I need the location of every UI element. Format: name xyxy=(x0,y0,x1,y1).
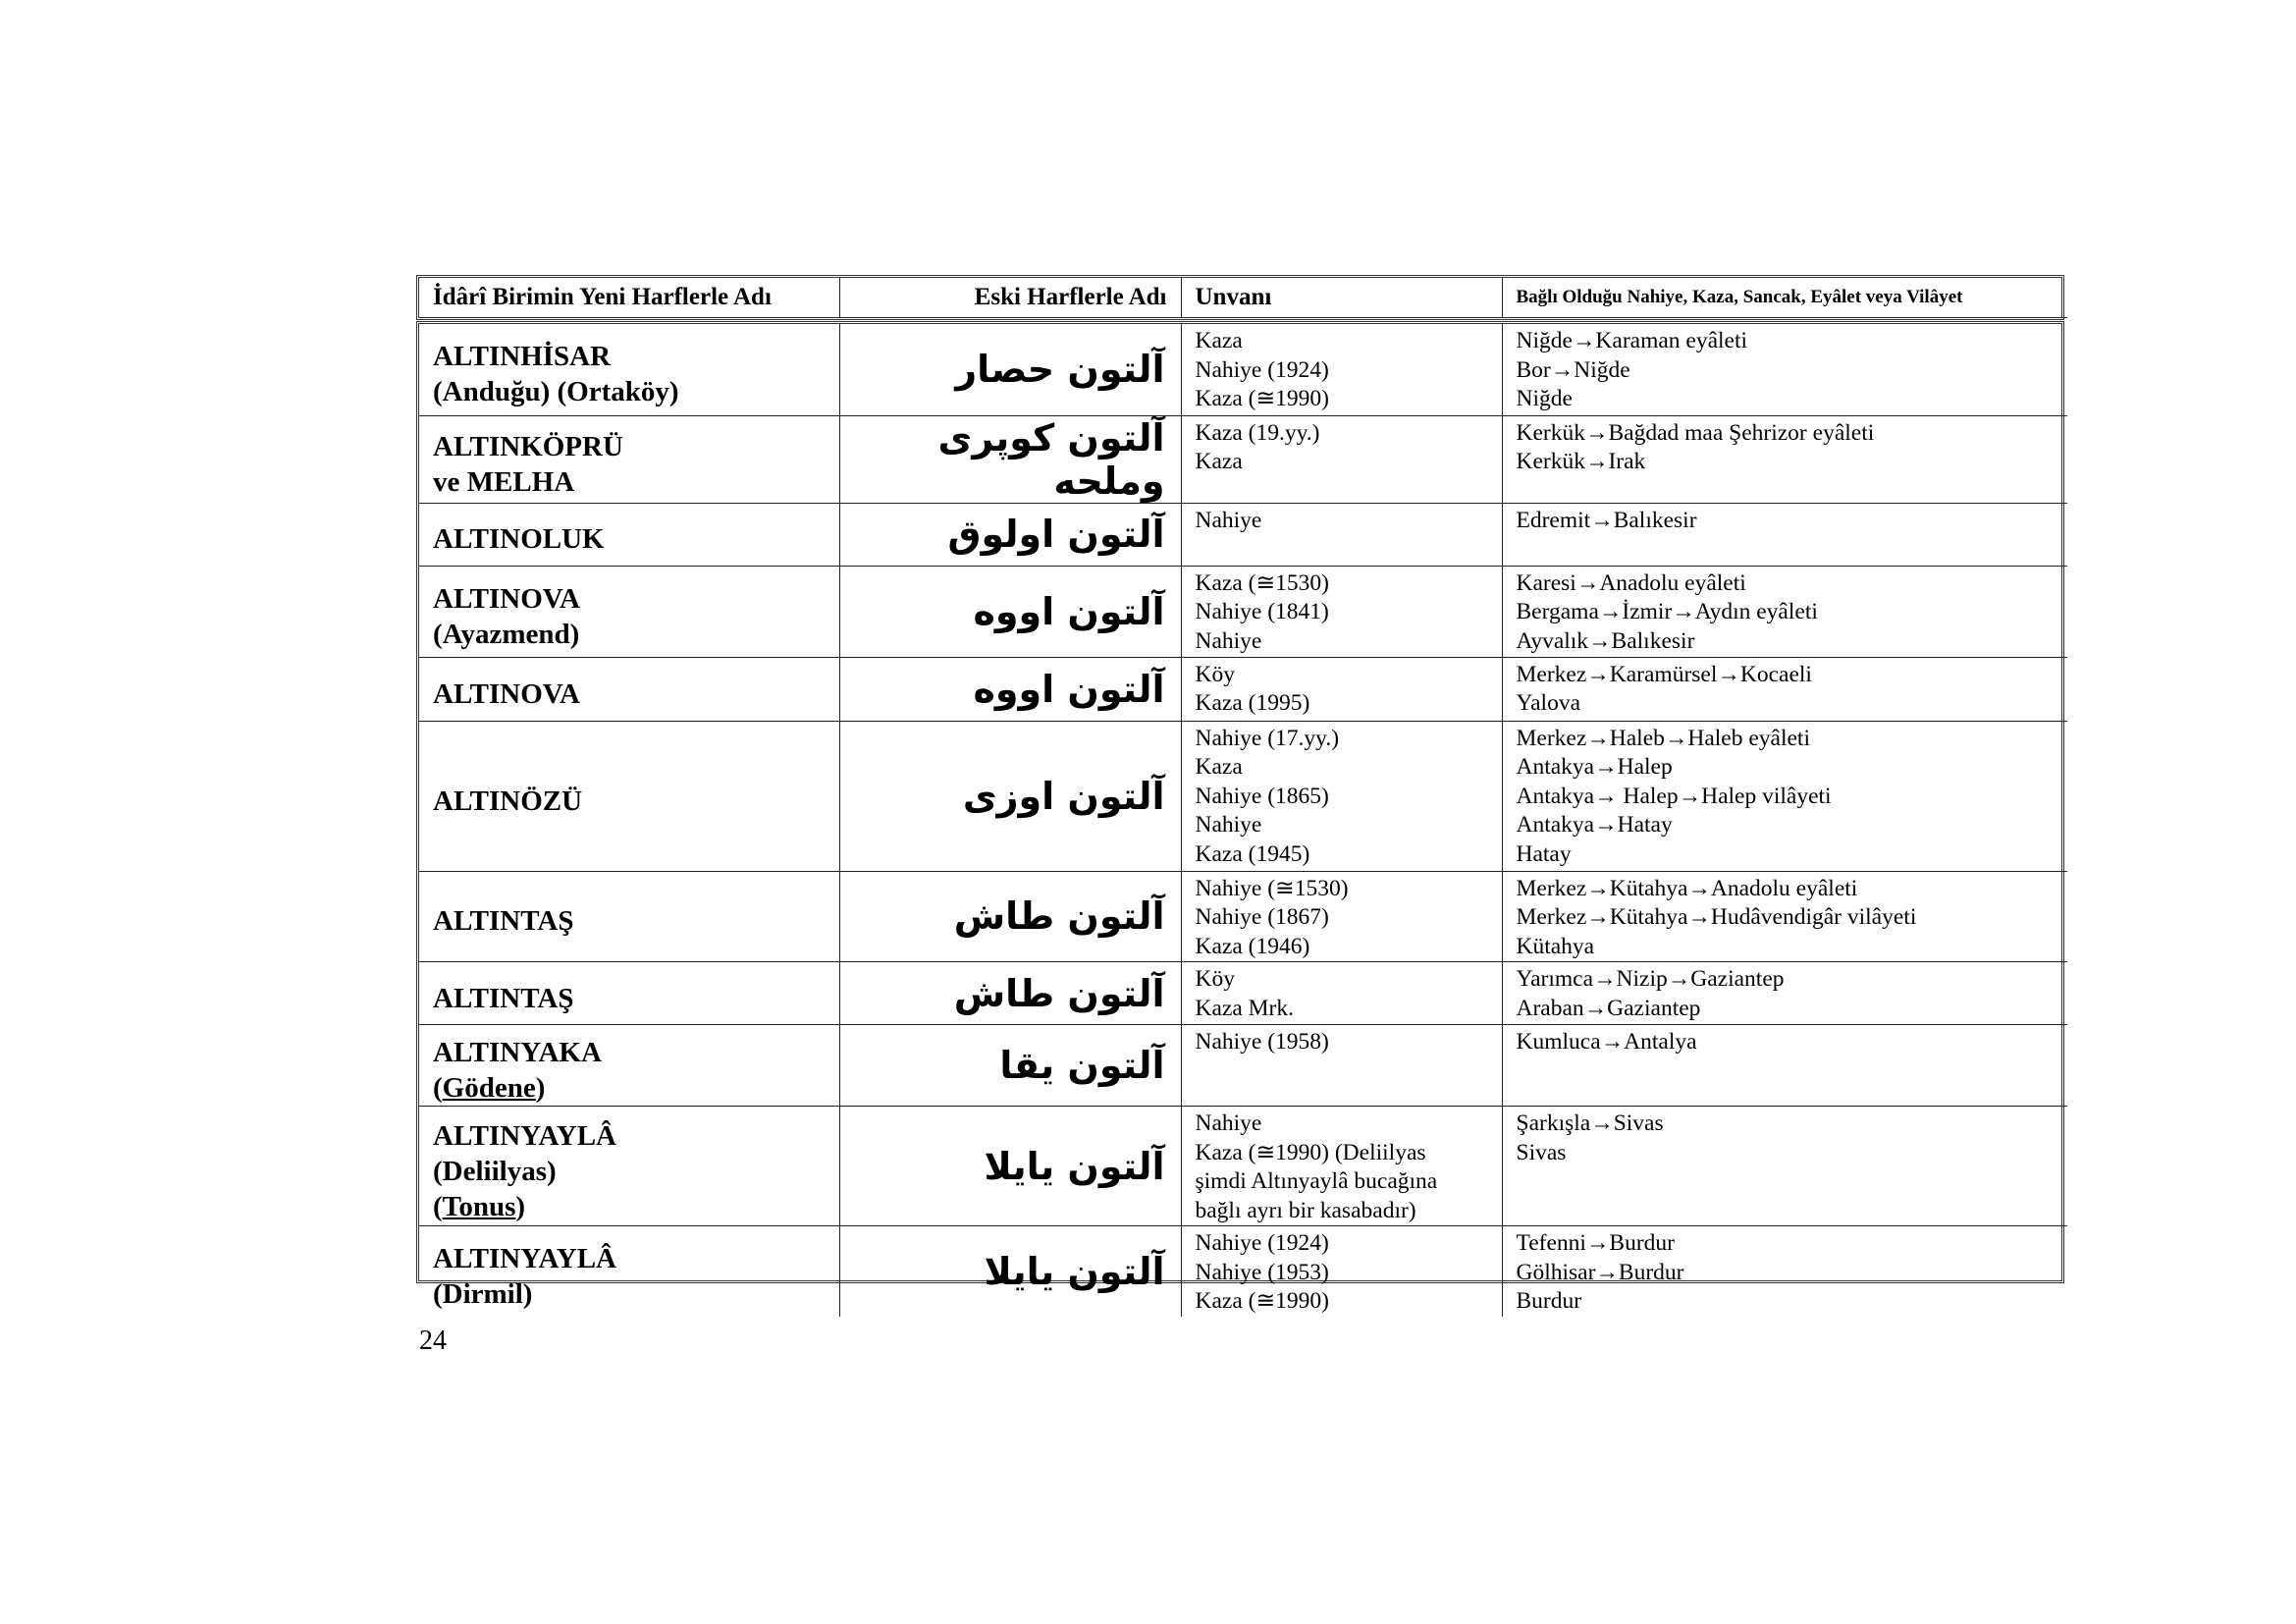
name-line: ALTINYAKA xyxy=(433,1037,602,1068)
unit-new-name xyxy=(419,657,839,721)
unit-title xyxy=(1181,324,1502,415)
title-line: Nahiye (≅1530) xyxy=(1195,875,1349,901)
unit-old-script-name: آلتون يقا xyxy=(839,1025,1181,1107)
title-line: Kaza (≅1990) xyxy=(1195,386,1329,411)
unit-new-name xyxy=(419,1025,839,1107)
table-row xyxy=(419,324,2067,415)
unit-title xyxy=(1181,871,1502,962)
title-line: Kaza (≅1990) xyxy=(1195,1288,1329,1314)
title-line: Nahiye xyxy=(1195,1110,1262,1136)
unit-new-name xyxy=(419,1226,839,1317)
unit-old-script-name: آلتون اووه xyxy=(839,566,1181,657)
title-line: Nahiye (1924) xyxy=(1195,1230,1329,1256)
name-line: ve MELHA xyxy=(433,465,575,498)
title-line: Kaza xyxy=(1195,754,1243,780)
name-line: ALTINÖZÜ xyxy=(433,785,583,817)
title-line: Kaza (1945) xyxy=(1195,840,1310,867)
title-line: Nahiye (17.yy.) xyxy=(1195,725,1340,751)
title-line: Kaza (19.yy.) xyxy=(1195,419,1320,446)
unit-new-name xyxy=(419,721,839,871)
name-line: (Anduğu) (Ortaköy) xyxy=(433,376,679,408)
table-body xyxy=(419,324,2067,1317)
header-old-name: Eski Harflerle Adı xyxy=(839,278,1181,317)
unit-new-name xyxy=(419,871,839,962)
name-line: (Ayazmend) xyxy=(433,618,580,650)
unit-affiliation xyxy=(1502,962,2067,1025)
affiliation-line: Kütahya xyxy=(1516,933,1595,959)
title-line: Kaza Mrk. xyxy=(1195,995,1294,1021)
affiliation-line: Merkez→Kütahya→Hudâvendigâr vilâyeti xyxy=(1516,904,1917,930)
unit-old-script-name: آلتون كوپرى وملحه xyxy=(839,415,1181,503)
unit-affiliation xyxy=(1502,324,2067,415)
affiliation-line: Bor→Niğde xyxy=(1516,356,1630,383)
affiliation-line: Sivas xyxy=(1516,1139,1567,1165)
table-row xyxy=(419,503,2067,566)
unit-affiliation xyxy=(1502,871,2067,962)
header-affiliation: Bağlı Olduğu Nahiye, Kaza, Sancak, Eyâlet veya Vilâyet xyxy=(1502,278,2067,317)
title-line: Nahiye (1953) xyxy=(1195,1259,1329,1285)
affiliation-line: Yarımca→Nizip→Gaziantep xyxy=(1516,966,1785,992)
table-row xyxy=(419,566,2067,657)
affiliation-line: Merkez→Karamürsel→Kocaeli xyxy=(1516,661,1812,687)
page-number: 24 xyxy=(419,1326,447,1356)
name-line: ALTINYAYLÂ xyxy=(433,1242,616,1274)
unit-affiliation xyxy=(1502,1025,2067,1107)
table-row xyxy=(419,721,2067,871)
header-row xyxy=(419,278,2067,317)
affiliation-line: Burdur xyxy=(1516,1288,1582,1314)
unit-title xyxy=(1181,721,1502,871)
title-line: Kaza (1946) xyxy=(1195,933,1310,959)
unit-title xyxy=(1181,566,1502,657)
unit-title xyxy=(1181,1107,1502,1226)
affiliation-line: Yalova xyxy=(1516,690,1581,716)
header-new-name: İdârî Birimin Yeni Harflerle Adı xyxy=(419,278,839,317)
name-line: (Deliilyas) xyxy=(433,1155,557,1187)
unit-new-name xyxy=(419,962,839,1025)
affiliation-line: Merkez→Haleb→Haleb eyâleti xyxy=(1516,725,1810,751)
name-line: ALTINTAŞ xyxy=(433,982,574,1014)
affiliation-line: Tefenni→Burdur xyxy=(1516,1230,1676,1256)
title-line: Köy xyxy=(1195,661,1235,687)
table-row xyxy=(419,657,2067,721)
unit-title xyxy=(1181,415,1502,503)
underlined-name: Gödene xyxy=(442,1072,536,1104)
title-line: şimdi Altınyaylâ bucağına xyxy=(1195,1168,1438,1194)
title-line: Nahiye xyxy=(1195,507,1262,533)
affiliation-line: Kumluca→Antalya xyxy=(1516,1029,1697,1055)
affiliation-line: Niğde xyxy=(1516,386,1573,411)
table-row xyxy=(419,962,2067,1025)
unit-new-name xyxy=(419,503,839,566)
name-line: ALTINOLUK xyxy=(433,523,605,555)
table-body-frame xyxy=(416,321,2064,1314)
unit-old-script-name: آلتون اوزى xyxy=(839,721,1181,871)
unit-affiliation xyxy=(1502,657,2067,721)
unit-affiliation xyxy=(1502,1226,2067,1317)
table-row xyxy=(419,415,2067,503)
name-line: (Gödene) xyxy=(433,1072,546,1104)
affiliation-line: Kerkük→Irak xyxy=(1516,449,1646,474)
table-row xyxy=(419,1107,2067,1226)
title-line: Köy xyxy=(1195,966,1235,992)
title-line: Nahiye xyxy=(1195,812,1262,838)
affiliation-line: Kerkük→Bağdad maa Şehrizor eyâleti xyxy=(1516,419,1875,446)
unit-title xyxy=(1181,1025,1502,1107)
affiliation-line: Hatay xyxy=(1516,840,1572,867)
unit-old-script-name: آلتون طاش xyxy=(839,962,1181,1025)
affiliation-line: Antakya→Halep xyxy=(1516,754,1673,780)
unit-title xyxy=(1181,1226,1502,1317)
table-row xyxy=(419,871,2067,962)
unit-title xyxy=(1181,503,1502,566)
name-line: (Tonus) xyxy=(433,1190,526,1222)
affiliation-line: Gölhisar→Burdur xyxy=(1516,1259,1684,1285)
name-line: ALTINOVA xyxy=(433,582,580,615)
name-line: (Dirmil) xyxy=(433,1277,533,1310)
affiliation-line: Edremit→Balıkesir xyxy=(1516,507,1697,533)
title-line: Kaza xyxy=(1195,449,1243,474)
title-line: Nahiye (1924) xyxy=(1195,356,1329,383)
title-line: Kaza xyxy=(1195,328,1243,353)
affiliation-line: Bergama→İzmir→Aydın eyâleti xyxy=(1516,599,1818,624)
affiliation-line: Antakya→ Halep→Halep vilâyeti xyxy=(1516,783,1832,809)
underlined-name: Tonus xyxy=(442,1190,516,1222)
affiliation-line: Şarkışla→Sivas xyxy=(1516,1110,1664,1136)
title-line: Nahiye (1841) xyxy=(1195,599,1329,624)
unit-affiliation xyxy=(1502,1107,2067,1226)
unit-new-name xyxy=(419,324,839,415)
name-line: ALTINTAŞ xyxy=(433,905,574,938)
title-line: Nahiye (1867) xyxy=(1195,904,1329,930)
title-line: Kaza (1995) xyxy=(1195,690,1310,716)
header-title: Unvanı xyxy=(1181,278,1502,317)
affiliation-line: Antakya→Hatay xyxy=(1516,812,1673,838)
unit-new-name xyxy=(419,1107,839,1226)
unit-new-name xyxy=(419,566,839,657)
unit-old-script-name: آلتون اولوق xyxy=(839,503,1181,566)
title-line: bağlı ayrı bir kasabadır) xyxy=(1195,1197,1416,1223)
name-line: ALTINOVA xyxy=(433,677,580,710)
title-line: Nahiye xyxy=(1195,627,1262,654)
unit-old-script-name: آلتون حصار xyxy=(839,324,1181,415)
unit-new-name xyxy=(419,415,839,503)
unit-old-script-name: آلتون يايلا xyxy=(839,1226,1181,1317)
affiliation-line: Karesi→Anadolu eyâleti xyxy=(1516,569,1746,596)
table-header-frame xyxy=(416,275,2064,320)
unit-old-script-name: آلتون طاش xyxy=(839,871,1181,962)
unit-affiliation xyxy=(1502,415,2067,503)
table-header xyxy=(419,278,2067,318)
table-row xyxy=(419,1025,2067,1107)
title-line: Kaza (≅1530) xyxy=(1195,569,1329,596)
affiliation-line: Araban→Gaziantep xyxy=(1516,995,1701,1021)
name-line: ALTINKÖPRÜ xyxy=(433,430,623,462)
table-row xyxy=(419,1226,2067,1317)
title-line: Kaza (≅1990) (Deliilyas xyxy=(1195,1139,1426,1165)
unit-title xyxy=(1181,962,1502,1025)
affiliation-line: Ayvalık→Balıkesir xyxy=(1516,627,1695,654)
name-line: ALTINHİSAR xyxy=(433,341,612,373)
title-line: Nahiye (1865) xyxy=(1195,783,1329,809)
affiliation-line: Niğde→Karaman eyâleti xyxy=(1516,328,1748,353)
title-line: Nahiye (1958) xyxy=(1195,1029,1329,1055)
unit-affiliation xyxy=(1502,566,2067,657)
table-rows xyxy=(419,324,2067,1317)
unit-affiliation xyxy=(1502,503,2067,566)
unit-old-script-name: آلتون اووه xyxy=(839,657,1181,721)
affiliation-line: Merkez→Kütahya→Anadolu eyâleti xyxy=(1516,875,1858,901)
unit-affiliation xyxy=(1502,721,2067,871)
name-line: ALTINYAYLÂ xyxy=(433,1119,616,1152)
unit-title xyxy=(1181,657,1502,721)
unit-old-script-name: آلتون يايلا xyxy=(839,1107,1181,1226)
